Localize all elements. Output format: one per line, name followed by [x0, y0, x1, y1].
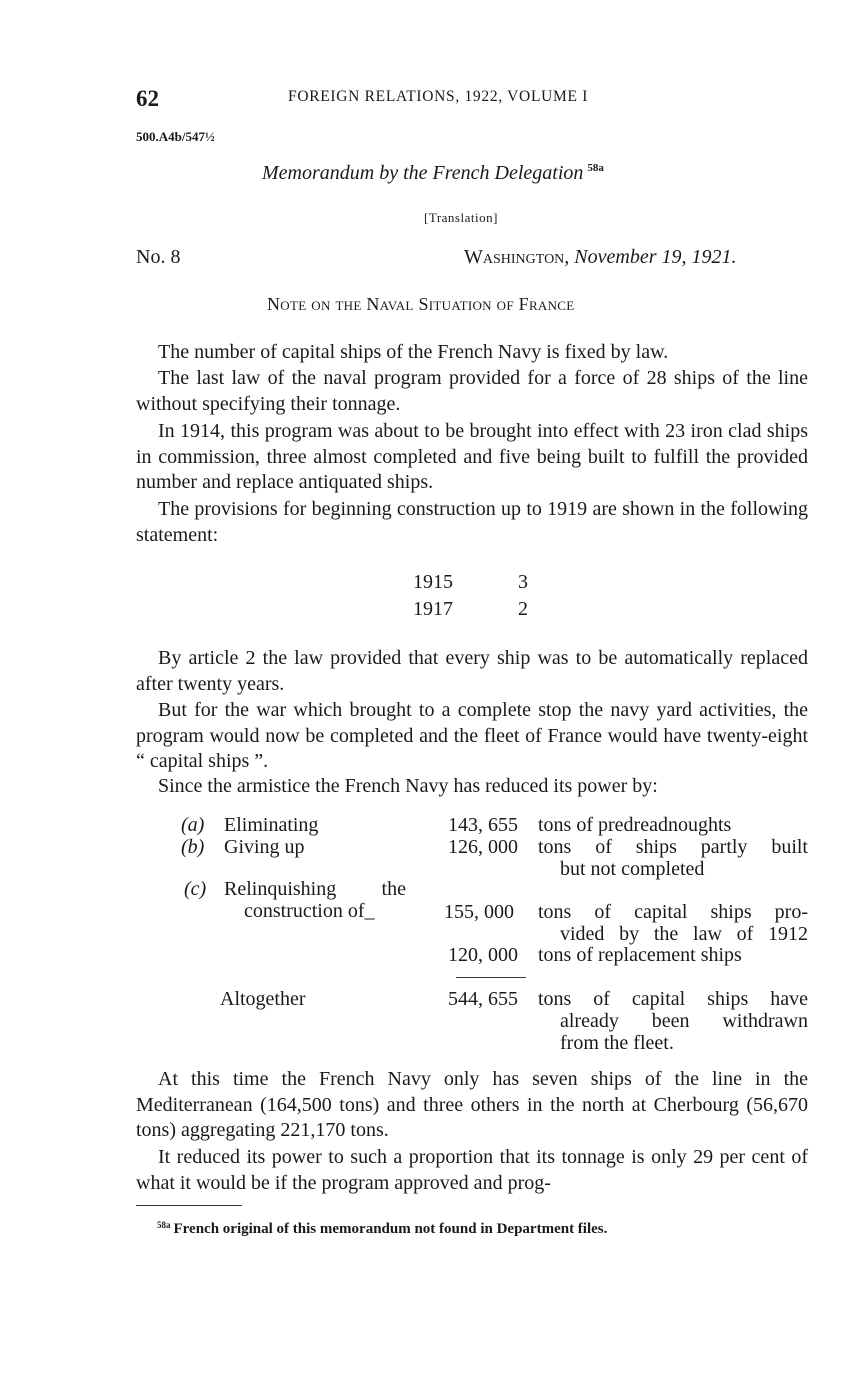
paragraph-text: In 1914, this program was about to be brought into effect with 23 iron clad ships in commission, three almost completed and five being built to fulfill the provided number and replace antiquated ships.	[136, 420, 808, 494]
memo-title	[262, 162, 604, 185]
paragraph-text: The number of capital ships of the French Navy is fixed by law.	[158, 341, 669, 363]
item-marker: (a)	[181, 814, 205, 836]
item-label: Giving up	[224, 836, 305, 858]
statement-year: 1915	[413, 571, 453, 593]
item-desc: vided by the law of 1912	[560, 923, 808, 945]
file-number: 500.A4b/547½	[136, 129, 215, 144]
item-desc: tons of ships partly built	[538, 836, 808, 858]
paragraph-text: Since the armistice the French Navy has reduced its power by:	[158, 775, 658, 797]
statement-year: 1917	[413, 598, 453, 620]
paragraph	[136, 1145, 808, 1196]
paragraph	[136, 698, 808, 775]
dateline-date: November 19, 1921.	[574, 246, 737, 268]
note-heading: Note on the Naval Situation of France	[267, 294, 575, 314]
item-amount: 143, 655	[448, 814, 518, 836]
total-desc: from the fleet.	[560, 1032, 674, 1054]
statement-count: 3	[518, 571, 528, 593]
item-marker: (c)	[184, 878, 207, 900]
paragraph	[136, 774, 808, 800]
paragraph	[136, 419, 808, 496]
dateline-place: Washington,	[464, 246, 570, 268]
page-number: 62	[136, 86, 159, 111]
paragraph-text: At this time the French Navy only has seven ships of the line in the Mediterranean (164,500 tons) and three others in the north at Cherbourg (56,670 tons) aggregating 221,170 tons.	[136, 1068, 808, 1142]
paragraph-text: But for the war which brought to a complete stop the navy yard activities, the program would now be completed and the fleet of France would have twenty-eight “ capital ships ”.	[136, 699, 808, 773]
item-amount: 120, 000	[448, 944, 518, 966]
running-title: FOREIGN RELATIONS, 1922, VOLUME I	[288, 88, 589, 105]
footnote-rule	[136, 1205, 242, 1206]
total-desc: tons of capital ships have	[538, 988, 808, 1010]
item-desc: tons of predreadnoughts	[538, 814, 732, 836]
footnote-marker: 58a	[157, 1220, 171, 1230]
paragraph	[136, 1067, 808, 1144]
total-desc: already been withdrawn	[560, 1010, 808, 1032]
dateline	[464, 246, 737, 269]
paragraph-text: By article 2 the law provided that every ship was to be automatically replaced after twenty years.	[136, 647, 808, 695]
paragraph-text: The provisions for beginning construction up to 1919 are shown in the following statement:	[136, 498, 808, 546]
memo-title-text: Memorandum by the French Delegation	[262, 162, 584, 184]
paragraph	[136, 340, 808, 366]
paragraph-text: It reduced its power to such a proportion that its tonnage is only 29 per cent of what it would be if the program approved and prog-	[136, 1146, 808, 1194]
item-amount: 155, 000	[444, 901, 514, 923]
item-label: construction of_	[244, 900, 375, 922]
item-desc: tons of replacement ships	[538, 944, 742, 966]
item-label: Relinquishing the	[224, 878, 406, 900]
footnote-text: French original of this memorandum not found in Department files.	[173, 1221, 608, 1237]
item-amount: 126, 000	[448, 836, 518, 858]
item-marker: (b)	[181, 836, 205, 858]
total-amount: 544, 655	[448, 988, 518, 1010]
item-desc: but not completed	[560, 858, 705, 880]
statement-count: 2	[518, 598, 528, 620]
translation-note: [Translation]	[424, 210, 498, 225]
paragraph	[136, 646, 808, 697]
paragraph	[136, 366, 808, 417]
item-desc: tons of capital ships pro-	[538, 901, 808, 923]
doc-number: No. 8	[136, 246, 181, 268]
paragraph	[136, 497, 808, 548]
footnote-ref[interactable]: 58a	[587, 162, 604, 174]
total-rule	[456, 977, 526, 978]
footnote	[157, 1220, 607, 1238]
total-label: Altogether	[220, 988, 306, 1010]
item-label: Eliminating	[224, 814, 319, 836]
paragraph-text: The last law of the naval program provided for a force of 28 ships of the line without specifying their tonnage.	[136, 367, 808, 415]
